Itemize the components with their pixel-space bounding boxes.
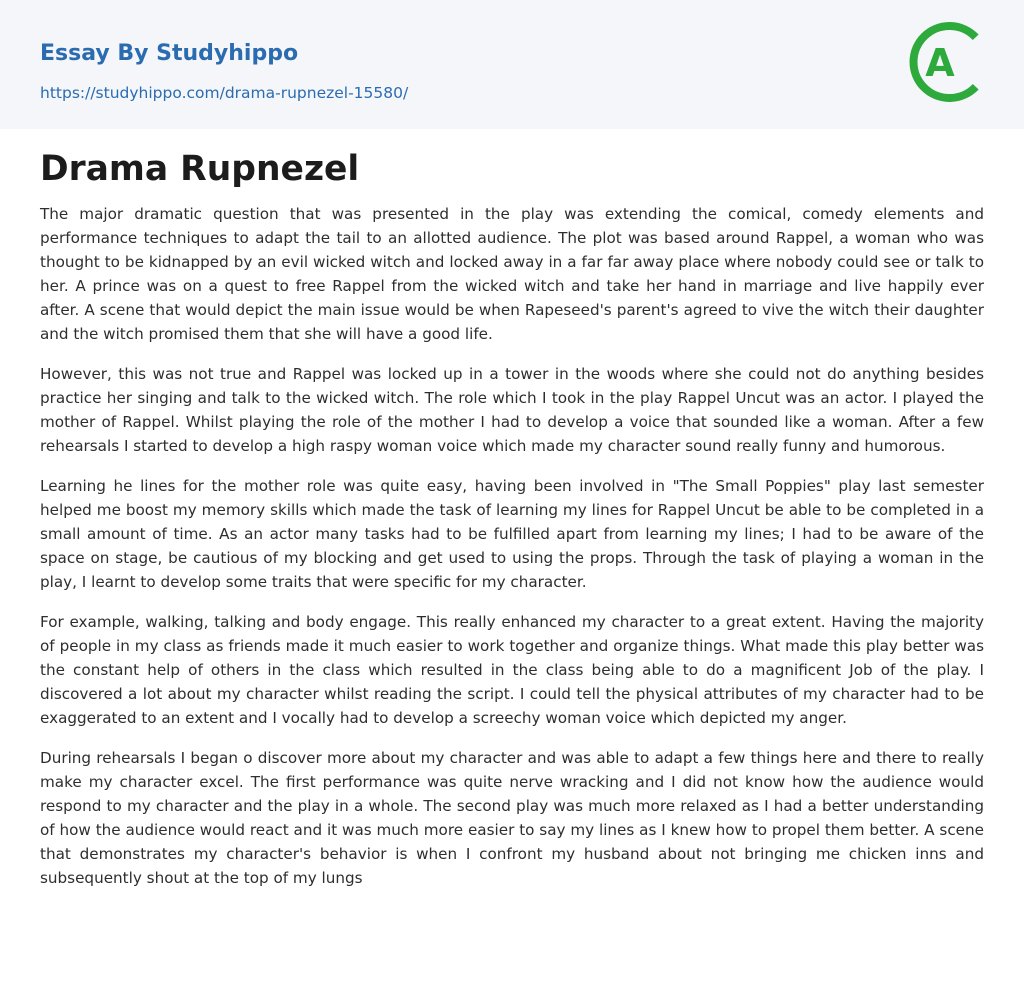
essay-paragraph-2: However, this was not true and Rappel was locked up in a tower in the woods where she could not do anything besides practice her singing and talk to the wicked witch. The role which I took in the play Rappel Uncut was an actor. I played the mother of Rappel. Whilst playing the role of the mother I had to develop a voice that sounded like a woman. After a few rehearsals I started to develop a high raspy woman voice which made my character sound really funny and humorous. [40, 365, 984, 455]
brand-title: Essay By Studyhippo [40, 41, 299, 66]
essay-paragraph-1: The major dramatic question that was presented in the play was extending the comical, comedy elements and performance techniques to adapt the tail to an allotted audience. The plot was based around Rappel, a woman who was thought to be kidnapped by an evil wicked witch and locked away in a far far away place where nobody could see or talk to her. A prince was on a quest to free Rappel from the wicked witch and take her hand in marriage and live happily ever after. A scene that would depict the main issue would be when Rapeseed's parent's agreed to vive the witch their daughter and the witch promised them that she will have a good life. [40, 205, 984, 343]
site-header [0, 0, 1024, 129]
logo-letter: A [925, 41, 955, 85]
essay-paragraph-4: For example, walking, talking and body engage. This really enhanced my character to a great extent. Having the majority of people in my class as friends made it much easier to work together and organize things. What made this play better was the constant help of others in the class which resulted in the class being able to do a magnificent Job of the play. I discovered a lot about my character whilst reading the script. I could tell the physical attributes of my character had to be exaggerated to an extent and I vocally had to develop a screechy woman voice which depicted my anger. [40, 613, 984, 727]
source-url-link[interactable]: https://studyhippo.com/drama-rupnezel-15580/ [40, 84, 409, 102]
essay-content [0, 149, 1024, 890]
essay-paragraph-5: During rehearsals I began o discover more about my character and was able to adapt a few things here and there to really make my character excel. The first performance was quite nerve wracking and I did not know how the audience would respond to my character and the play in a whole. The second play was much more relaxed as I had a better understanding of how the audience would react and it was much more easier to say my lines as I knew how to propel them better. A scene that demonstrates my character's behavior is when I confront my husband about not bringing me chicken inns and subsequently shout at the top of my lungs [40, 749, 984, 887]
studyhippo-logo-icon [900, 16, 992, 108]
essay-paragraph-3: Learning he lines for the mother role was quite easy, having been involved in "The Small Poppies" play last semester helped me boost my memory skills which made the task of learning my lines for Rappel Uncut be able to be completed in a small amount of time. As an actor many tasks had to be fulfilled apart from learning my lines; I had to be aware of the space on stage, be cautious of my blocking and get used to using the props. Through the task of playing a woman in the play, I learnt to develop some traits that were specific for my character. [40, 477, 984, 591]
page-title: Drama Rupnezel [40, 149, 360, 189]
